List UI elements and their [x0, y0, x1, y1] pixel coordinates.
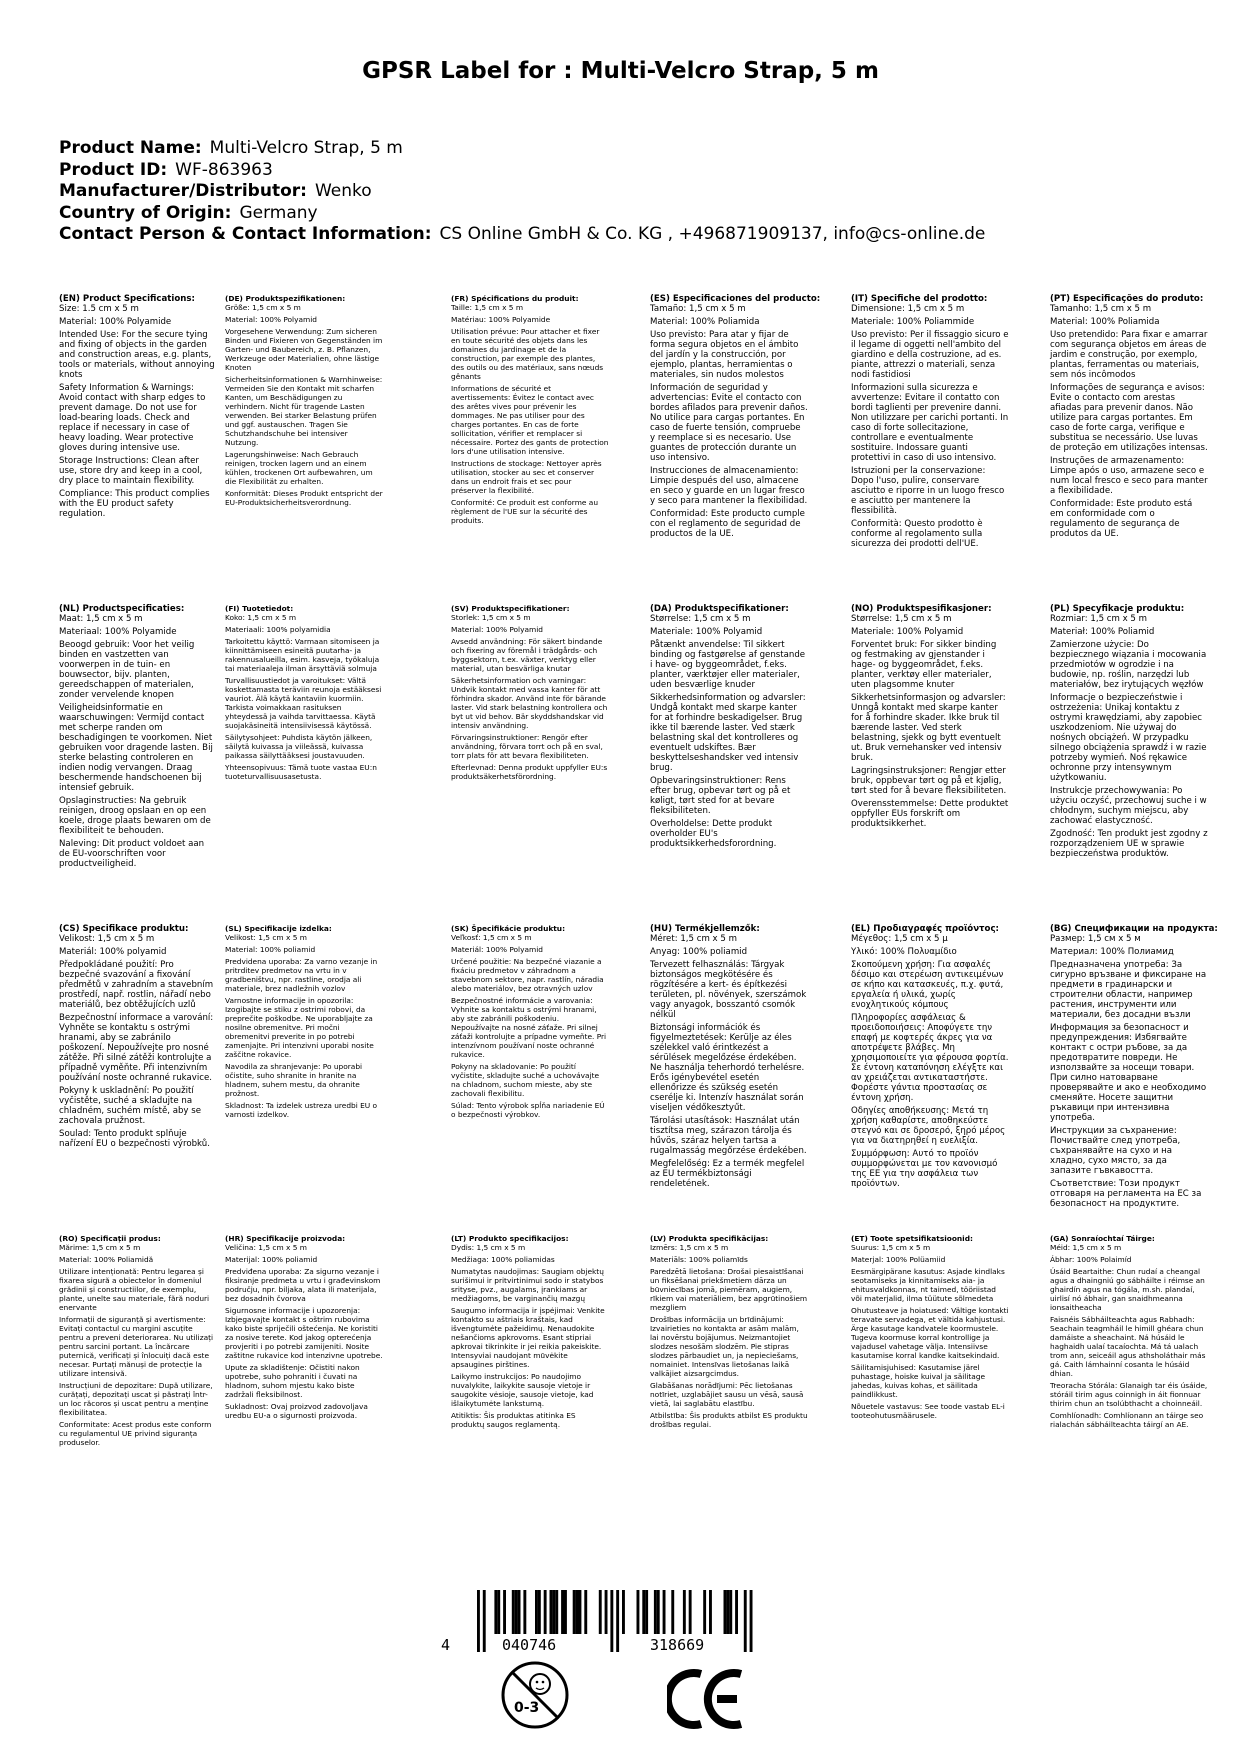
spec-section: Intended Use: For the secure tying and fixing of objects in the garden and construction areas, e.g. plants, tools or materials, without annoying knots: [59, 330, 215, 380]
info-key: Manufacturer/Distributor:: [59, 181, 307, 201]
spec-section: Conformidade: Este produto está em conformidade com o regulamento de segurança de produtos da UE.: [1050, 499, 1193, 539]
spec-section: Navodila za shranjevanje: Po uporabi očistite, suho shranite in hranite na hladnem, suhem mestu, da ohranite prožnost.: [225, 1062, 363, 1098]
spec-card: [59, 1234, 217, 1447]
spec-line: Dimensione: 1,5 cm x 5 m: [851, 304, 965, 314]
spec-section: Paredzētā lietošana: Drošai piesaistīšanai un fiksēšanai priekšmetiem dārza un būvniecības jomā, piemēram, augiem, rīkiem vai materiāliem, bez apgrūtinošiem mezgliem: [650, 1267, 808, 1312]
ce-mark-icon: [667, 1668, 747, 1734]
spec-line: Materiał: 100% Poliamid: [1050, 627, 1155, 637]
spec-section: Instrucțiuni de depozitare: După utilizare, curățați, depozitați uscat și păstrați într-un loc răcoros și uscat pentru a menține flexibilitatea.: [59, 1381, 213, 1417]
spec-line: Taille: 1,5 cm x 5 m: [451, 303, 524, 312]
spec-section: Säilitamisjuhised: Kasutamise järel puhastage, hoiske kuival ja säilitage jahedas, kuivas kohas, et säilitada paindlikkust.: [851, 1363, 986, 1399]
info-value: CS Online GmbH & Co. KG , +496871909137, info@cs-online.de: [439, 224, 986, 244]
spec-section: Sikkerhetsinformasjon og advarsler: Unngå kontakt med skarpe kanter for å forhindre skader. Ikke bruk til bærende laster. Ved sterk belastning, sjekk og bytt eventuelt ut. Bruk vernehansker ved intensiv bruk.: [851, 693, 1006, 763]
spec-heading: (SV) Produktspecifikationer:: [451, 604, 570, 613]
spec-line: Størrelse: 1,5 cm x 5 m: [650, 614, 751, 624]
spec-line: Material: 100% Poliamida: [650, 317, 760, 327]
spec-section: Úsáid Beartaithe: Chun rudaí a cheangal agus a dhaingniú go sábháilte i réimse an ghairdín agus na tógála, m.sh. plandaí, uirlisí nó ábhair, gan snaidhmeanna ionsaitheacha: [1050, 1267, 1205, 1312]
spec-line: Materjal: 100% Polüamiid: [851, 1255, 946, 1264]
spec-section: Beoogd gebruik: Voor het veilig binden en vastzetten van voorwerpen in de tuin- en bouwsector, bijv. planten, gereedschappen of materialen, zonder vervelende knopen: [59, 640, 195, 700]
spec-card: [851, 1234, 1009, 1420]
spec-section: Biztonsági információk és figyelmeztetések: Kerülje az éles szélekkel való érintkezést a sérülések megelőzése érdekében. Ne használja teherhordó terhelésre. Erős igénybevétel esetén ellenőrizze és szükség esetén cserélje ki. Intenzív használat során viseljen védőkesztyűt.: [650, 1023, 805, 1113]
barcode-digits-left: 040746: [502, 1636, 557, 1654]
spec-heading: (SK) Špecifikácie produktu:: [451, 924, 566, 933]
spec-section: Glabāšanas norādījumi: Pēc lietošanas notīriet, uzglabājiet sausu un vēsā, sausā vietā, lai saglabātu elastību.: [650, 1381, 804, 1408]
barcode-bar: [610, 1590, 613, 1652]
barcode-bar: [709, 1590, 712, 1634]
info-value: Wenko: [314, 181, 372, 201]
barcode-bar: [654, 1590, 657, 1634]
spec-section: Sicherheitsinformationen & Warnhinweise: Vermeiden Sie den Kontakt mit scharfen Kanten, um Beschädigungen zu verhindern. Nicht für tragende Lasten verwenden. Bei starker Belastung prüfen und ggf. austauschen. Tragen Sie Schutzhandschuhe bei intensiver Nutzung.: [225, 375, 383, 447]
info-row: [59, 181, 1199, 203]
spec-card: [650, 1234, 808, 1429]
spec-section: Tárolási utasítások: Használat után tisztítsa meg, szárazon tárolja és hűvös, száraz helyen tartsa a rugalmasság megőrzése érdekében.: [650, 1116, 807, 1156]
spec-section: Naleving: Dit product voldoet aan de EU-voorschriften voor productveiligheid.: [59, 839, 205, 869]
spec-section: Treoracha Stórála: Glanaigh tar éis úsáide, stóráil tirim agus coinnigh in áit fionnuar thirim chun an tsolúbthacht a choinneáil.: [1050, 1381, 1208, 1408]
spec-section: Información de seguridad y advertencias: Evite el contacto con bordes afilados para prevenir daños. No utilice para cargas portantes. En caso de fuerte tensión, compruebe y reemplace si es necesario. Use guantes de protección durante un uso intensivo.: [650, 383, 808, 463]
info-row: [59, 203, 1199, 225]
spec-line: Material: 100% Polyamid: [451, 625, 543, 634]
barcode-bar: [726, 1590, 729, 1634]
spec-heading: (EL) Προδιαγραφές προϊόντος:: [851, 924, 999, 934]
spec-section: Utilisation prévue: Pour attacher et fixer en toute sécurité des objets dans les domaines du jardinage et de la construction, par exemple des plantes, des outils ou des matériaux, sans nœuds gênants: [451, 327, 604, 381]
spec-section: Opslaginstructies: Na gebruik reinigen, droog opslaan en op een koele, droge plaats bewaren om de flexibiliteit te behouden.: [59, 796, 211, 836]
label-title: GPSR Label for : Multi-Velcro Strap, 5 m: [362, 58, 879, 84]
barcode-bar: [729, 1590, 732, 1634]
spec-heading: (NO) Produktspesifikasjoner:: [851, 604, 992, 614]
spec-line: Anyag: 100% poliamid: [650, 947, 748, 957]
spec-card: [451, 604, 609, 781]
barcode-bar: [573, 1590, 576, 1634]
barcode-bar: [605, 1590, 608, 1634]
spec-section: Sikkerhedsinformation og advarsler: Undgå kontakt med skarpe kanter for at forhindre beskadigelser. Brug ikke til bærende laster. Ved stærk belastning skal det kontrolleres og eventuelt udskiftes. Bær beskyttelseshandsker ved intensiv brug.: [650, 693, 806, 773]
spec-section: Storage Instructions: Clean after use, store dry and keep in a cool, dry place to maintain flexibility.: [59, 456, 203, 486]
barcode-digit-prefix: 4: [441, 1636, 451, 1654]
spec-line: Größe: 1,5 cm x 5 m: [225, 303, 301, 312]
barcode-bar: [750, 1590, 753, 1652]
spec-line: Tamaño: 1,5 cm x 5 m: [650, 304, 746, 314]
spec-section: Compliance: This product complies with the EU product safety regulation.: [59, 489, 210, 519]
info-value: Multi-Velcro Strap, 5 m: [209, 138, 403, 158]
spec-section: Konformität: Dieses Produkt entspricht der EU-Produktsicherheitsverordnung.: [225, 489, 383, 507]
spec-line: Size: 1.5 cm x 5 m: [59, 304, 139, 314]
spec-section: Bezpečnostné informácie a varovania: Vyhnite sa kontaktu s ostrými hranami, aby ste zabránili poškodeniu. Nepoužívajte na nosné záťaže. Pri silnej záťaži kontrolujte a prípadne vymeňte. Pri intenzívnom používaní noste ochranné rukavice.: [451, 996, 607, 1059]
spec-section: Инструкции за съхранение: Почиствайте след употреба, съхранявайте на сухо и на хладно, сухо място, за да запазите гъвкавостта.: [1050, 1126, 1181, 1176]
spec-section: Conformité: Ce produit est conforme au règlement de l'UE sur la sécurité des produits.: [451, 498, 599, 525]
spec-card: [1050, 294, 1208, 539]
spec-line: Μέγεθος: 1,5 cm x 5 μ: [851, 934, 948, 944]
spec-section: Pokyny k uskladnění: Po použití vyčistěte, suché a skladujte na chladném, suchém místě, aby se zachovala pružnost.: [59, 1086, 201, 1126]
spec-section: Påtænkt anvendelse: Til sikkert binding og fastgørelse af genstande i have- og byggeområdet, f.eks. planter, værktøjer eller materialer, uden besværlige knuder: [650, 640, 806, 690]
barcode-bar: [483, 1590, 486, 1652]
spec-section: Comhlíonadh: Comhlíonann an táirge seo rialachán sábháilteachta táirgí an AE.: [1050, 1411, 1204, 1429]
spec-section: Atitiktis: Šis produktas atitinka ES produktų saugos reglamentą.: [451, 1411, 576, 1429]
barcode-bar: [515, 1590, 518, 1634]
product-info: [59, 138, 1199, 246]
spec-line: Rozmiar: 1,5 cm x 5 m: [1050, 614, 1148, 624]
spec-section: Informații de siguranță și avertismente: Evitați contactul cu margini ascuțite pentru a preveni deteriorarea. Nu utilizați pentru sarcini portant. La încărcare puternică, verificați și înlocuiți dacă este necesar. Purtați mănuși de protecție la utilizare intensivă.: [59, 1315, 214, 1378]
spec-heading: (FR) Spécifications du produit:: [451, 294, 579, 303]
spec-section: Utilizare intenționată: Pentru legarea și fixarea sigură a obiectelor în domeniul grădinii și constructiilor, de exemplu, plante, unelte sau materiale, fără noduri enervante: [59, 1267, 210, 1312]
barcode-bar: [671, 1590, 674, 1634]
spec-heading: (DA) Produktspecifikationer:: [650, 604, 789, 614]
spec-heading: (DE) Produktspezifikationen:: [225, 294, 346, 303]
barcode-bar: [523, 1590, 526, 1634]
barcode-bar: [477, 1590, 480, 1652]
spec-section: Tervezett felhasználás: Tárgyak biztonságos megkötésére és rögzítésére a kert- és építkezési területen, pl. növények, szerszámok vagy anyagok, bosszantó csomók nélkül: [650, 960, 807, 1020]
spec-line: Material: 100% Poliamidă: [59, 1255, 154, 1264]
spec-section: Sigurnosne informacije i upozorenja: Izbjegavajte kontakt s oštrim rubovima kako biste spriječili oštećenja. Ne koristiti za nosive terete. Kod jakog opterećenja provjeriti i po potrebi zamijeniti. Nosite zaštitne rukavice kod intenzivne upotrebe.: [225, 1306, 383, 1360]
spec-line: Storlek: 1,5 cm x 5 m: [451, 613, 531, 622]
barcode-bar: [538, 1590, 541, 1634]
spec-card: [225, 604, 383, 781]
spec-section: Conformitate: Acest produs este conform cu regulamentul UE privind siguranța produselor.: [59, 1420, 212, 1447]
barcode-bar: [663, 1590, 666, 1634]
info-row: [59, 138, 1199, 160]
spec-section: Οδηγίες αποθήκευσης: Μετά τη χρήση καθαρίστε, αποθηκεύστε στεγνό και σε δροσερό, ξηρό μέρος για να διατηρηθεί η ευελιξία.: [851, 1106, 1006, 1146]
spec-line: Velikost: 1,5 cm x 5 m: [59, 934, 155, 944]
spec-section: Zamierzone użycie: Do bezpiecznego wiązania i mocowania przedmiotów w ogrodzie i na budowie, np. roślin, narzędzi lub materiałów, bez irytujących węzłów: [1050, 640, 1207, 690]
spec-line: Materiāls: 100% poliamīds: [650, 1255, 748, 1264]
spec-section: Πληροφορίες ασφάλειας & προειδοποιήσεις: Αποφύγετε την επαφή με κοφτερές άκρες για να αποτρέψετε βλάβες. Μη χρησιμοποιείτε για φέρουσα φορτία. Σε έντονη καταπόνηση ελέγξτε και αν χρειάζεται αντικαταστήστε. Φορέστε γάντια προστασίας σε έντονη χρήση.: [851, 1013, 1009, 1103]
spec-line: Méret: 1,5 cm x 5 m: [650, 934, 737, 944]
barcode-bar: [735, 1590, 738, 1634]
spec-line: Tamanho: 1,5 cm x 5 m: [1050, 304, 1152, 314]
spec-section: Veiligheidsinformatie en waarschuwingen: Vermijd contact met scherpe randen om beschadigingen te voorkomen. Niet gebruiken voor dragende lasten. Bij sterke belasting controleren en indien nodig vervangen. Draag beschermende handschoenen bij intensief gebruik.: [59, 703, 213, 793]
spec-line: Ábhar: 100% Polaimíd: [1050, 1255, 1132, 1264]
spec-section: Predvidena uporaba: Za varno vezanje in pritrditev predmetov na vrtu in v gradbeništvu, npr. rastline, orodja ali materiale, brez nadležnih vozlov: [225, 957, 378, 993]
barcode-bar: [576, 1590, 579, 1634]
info-key: Product Name:: [59, 138, 202, 158]
spec-line: Velikost: 1,5 cm x 5 m: [225, 933, 307, 942]
spec-heading: (IT) Specifiche del prodotto:: [851, 294, 988, 304]
barcode-bar: [518, 1590, 521, 1634]
spec-line: Материал: 100% Полиамид: [1050, 947, 1174, 957]
info-value: Germany: [239, 202, 318, 223]
spec-line: Materiale: 100% Poliammide: [851, 317, 975, 327]
spec-line: Materiaali: 100% polyamidia: [225, 625, 331, 634]
spec-card: [1050, 924, 1218, 1209]
spec-line: Mărime: 1,5 cm x 5 m: [59, 1243, 141, 1252]
spec-section: Overholdelse: Dette produkt overholder EU's produktsikkerhedsforordning.: [650, 819, 777, 849]
spec-section: Conformidad: Este producto cumple con el reglamento de seguridad de productos de la UE.: [650, 509, 805, 539]
barcode-bar: [512, 1590, 515, 1634]
spec-line: Υλικό: 100% Πολυαμίδιο: [851, 947, 957, 957]
spec-card: [1050, 1234, 1208, 1429]
spec-section: Atbilstība: Šis produkts atbilst ES produktu drošības regulai.: [650, 1411, 808, 1429]
spec-section: Conformità: Questo prodotto è conforme al regolamento sulla sicurezza dei prodotti dell'UE.: [851, 519, 983, 549]
spec-card: [59, 294, 217, 519]
barcode-bar: [616, 1590, 619, 1652]
spec-line: Koko: 1,5 cm x 5 m: [225, 613, 297, 622]
spec-line: Materijal: 100% poliamid: [225, 1255, 318, 1264]
spec-line: Méid: 1,5 cm x 5 m: [1050, 1243, 1122, 1252]
spec-line: Materiaal: 100% Polyamide: [59, 627, 177, 637]
spec-section: Συμμόρφωση: Αυτό το προϊόν συμμορφώνεται με τον κανονισμό της ΕΕ για την ασφάλεια των προϊόντων.: [851, 1149, 998, 1189]
spec-section: Informazioni sulla sicurezza e avvertenze: Evitare il contatto con bordi taglienti per prevenire danni. Non utilizzare per carichi portanti. In caso di forte sollecitazione, controllare e eventualmente sostituire. Indossare guanti protettivi in caso di uso intensivo.: [851, 383, 1009, 463]
spec-card: [650, 924, 808, 1189]
spec-section: Saugumo informacija ir įspėjimai: Venkite kontakto su aštriais kraštais, kad išvengtumėte pažeidimų. Nenaudokite nešančioms apkrovoms. Esant stipriai apkrovai tikrinkite ir jei reikia pakeiskite. Intensyviai naudojant mūvėkite apsaugines pirštines.: [451, 1306, 605, 1369]
spec-line: Matériau: 100% Polyamide: [451, 315, 551, 324]
spec-section: Bezpečnostní informace a varování: Vyhněte se kontaktu s ostrými hranami, aby se zabránilo poškození. Nepoužívejte pro nosné zátěže. Při silné zátěži kontrolujte a případně vyměňte. Při intenzivním používání noste ochranné rukavice.: [59, 1013, 214, 1083]
barcode-bar: [599, 1590, 602, 1634]
info-row: [59, 160, 1199, 182]
spec-card: [59, 604, 217, 869]
barcode-bar: [744, 1590, 747, 1652]
barcode-bar: [555, 1590, 558, 1634]
spec-section: Eesmärgipärane kasutus: Asjade kindlaks seotamiseks ja kinnitamiseks aia- ja ehitusvaldkonnas, nt taimed, tööriistad või materjalid, ilma tüütute sõlmedeta: [851, 1267, 1005, 1303]
barcode-bar: [503, 1590, 506, 1634]
spec-section: Instrucciones de almacenamiento: Limpie después del uso, almacene en seco y guarde en un lugar fresco y seco para mantener la flexibilidad.: [650, 466, 808, 506]
barcode-digits-right: 318669: [650, 1636, 705, 1654]
spec-section: Vorgesehene Verwendung: Zum sicheren Binden und Fixieren von Gegenständen im Garten- und Baubereich, z. B. Pflanzen, Werkzeuge oder Materialien, ohne lästige Knoten: [225, 327, 383, 372]
spec-section: Informations de sécurité et avertissements: Évitez le contact avec des arêtes vives pour prévenir les dommages. Ne pas utiliser pour des charges portantes. En cas de forte sollicitation, vérifier et remplacer si nécessaire. Portez des gants de protection lors d'une utilisation intensive.: [451, 384, 609, 456]
spec-heading: (ES) Especificaciones del producto:: [650, 294, 821, 304]
spec-section: Nõuetele vastavus: See toode vastab EL-i tooteohutusmäärusele.: [851, 1402, 1005, 1420]
spec-heading: (NL) Productspecificaties:: [59, 604, 185, 614]
spec-section: Predviđena uporaba: Za sigurno vezanje i fiksiranje predmeta u vrtu i građevinskom području, npr. biljaka, alata ili materijala, bez dosadnih čvorova: [225, 1267, 381, 1303]
spec-section: Lagerungshinweise: Nach Gebrauch reinigen, trocken lagern und an einem kühlen, trockenen Ort aufbewahren, um die Flexibilität zu erhalten.: [225, 450, 373, 486]
spec-section: Forventet bruk: For sikker binding og festmaking av gjenstander i hage- og byggeområdet, f.eks. planter, verktøy eller materialer, uten plagsomme knuter: [851, 640, 997, 690]
spec-heading: (RO) Specificații produs:: [59, 1234, 161, 1243]
barcode-bar: [584, 1590, 587, 1634]
spec-heading: (GA) Sonraíochtaí Táirge:: [1050, 1234, 1155, 1243]
spec-line: Materiál: 100% polyamid: [59, 947, 167, 957]
spec-line: Material: 100% Polyamide: [59, 317, 172, 327]
spec-section: Informações de segurança e avisos: Evite o contacto com arestas afiadas para prevenir danos. Não utilize para cargas portantes. Em caso de forte carga, verifique e substitua se necessário. Use luvas de proteção em utilizações intensas.: [1050, 383, 1208, 453]
age-warning-0-3-icon: [500, 1660, 570, 1734]
spec-section: Instructions de stockage: Nettoyer après utilisation, stocker au sec et conserver dans un endroit frais et sec pour préserver la flexibilité.: [451, 459, 602, 495]
spec-section: Säilytysohjeet: Puhdista käytön jälkeen, säilytä kuivassa ja viileässä, kuivassa paikassa säilyttääksesi joustavuuden.: [225, 733, 373, 760]
spec-section: Efterlevnad: Denna produkt uppfyller EU:s produktsäkerhetsförordning.: [451, 763, 608, 781]
barcode-bar: [642, 1590, 645, 1634]
spec-section: Lagringsinstruksjoner: Rengjør etter bruk, oppbevar tørt og på et kjølig, tørt sted for å bevare fleksibiliteten.: [851, 766, 1007, 796]
spec-heading: (BG) Спецификации на продукта:: [1050, 924, 1218, 934]
spec-section: Súlad: Tento výrobok spĺňa nariadenie EÚ o bezpečnosti výrobkov.: [451, 1101, 605, 1119]
spec-card: [851, 924, 1009, 1189]
spec-line: Размер: 1,5 см х 5 м: [1050, 934, 1141, 944]
spec-heading: (EN) Product Specifications:: [59, 294, 195, 304]
barcode-bar: [657, 1590, 660, 1634]
spec-heading: (HU) Termékjellemzők:: [650, 924, 760, 934]
spec-section: Skladnost: Ta izdelek ustreza uredbi EU o varnosti izdelkov.: [225, 1101, 378, 1119]
barcode-bar: [637, 1590, 640, 1634]
barcode: [439, 1590, 779, 1670]
spec-line: Izmērs: 1,5 cm x 5 m: [650, 1243, 729, 1252]
spec-card: [225, 924, 383, 1119]
spec-section: Uso previsto: Para atar y fijar de forma segura objetos en el ámbito del jardín y la construcción, por ejemplo, plantas, herramientas o materiales, sin nudos molestos: [650, 330, 799, 380]
spec-section: Safety Information & Warnings: Avoid contact with sharp edges to prevent damage. Do not use for load-bearing loads. Check and replace if necessary in case of heavy loading. Wear protective gloves during intensive use.: [59, 383, 206, 453]
spec-card: [451, 294, 609, 525]
spec-section: Yhteensopivuus: Tämä tuote vastaa EU:n tuoteturvallisuusasetusta.: [225, 763, 377, 781]
barcode-bar: [544, 1590, 547, 1634]
spec-line: Material: 100% Poliamida: [1050, 317, 1160, 327]
barcode-bar: [683, 1590, 686, 1634]
info-row: [59, 224, 1199, 246]
barcode-bar: [550, 1590, 553, 1634]
info-key: Product ID:: [59, 159, 168, 180]
spec-heading: (FI) Tuotetiedot:: [225, 604, 294, 613]
info-key: Contact Person & Contact Information:: [59, 224, 432, 244]
spec-section: Säkerhetsinformation och varningar: Undvik kontakt med vassa kanter för att förhindra skador. Använd inte för bärande laster. Vid stark belastning kontrollera och byt ut vid behov. Bär skyddshandskar vid intensiv användning.: [451, 676, 608, 730]
spec-section: Předpokládané použití: Pro bezpečné svazování a fixování předmětů v zahradním a stavebním prostředí, např. rostlin, nářadí nebo materiálů, bez obtěžujících uzlů: [59, 960, 214, 1010]
spec-card: [650, 294, 821, 539]
spec-card: [59, 924, 217, 1149]
spec-section: Instruções de armazenamento: Limpe após o uso, armazene seco e num local fresco e seco para manter a flexibilidade.: [1050, 456, 1208, 496]
spec-section: Uso previsto: Per il fissaggio sicuro e il legame di oggetti nell'ambito del giardino e della costruzione, ad es. piante, attrezzi o materiali, senza nodi fastidiosi: [851, 330, 1009, 380]
spec-line: Suurus: 1,5 cm x 5 m: [851, 1243, 931, 1252]
spec-section: Förvaringsinstruktioner: Rengör efter användning, förvara torrt och på en sval, torr plats för att bevara flexibiliteten.: [451, 733, 603, 760]
spec-section: Overensstemmelse: Dette produktet oppfyller EUs forskrift om produktsikkerhet.: [851, 799, 1009, 829]
spec-section: Pokyny na skladovanie: Po použití vyčistite, skladujte suché a uchovávajte na chladnom, suchom mieste, aby ste zachovali flexibilitu.: [451, 1062, 600, 1098]
barcode-bar: [645, 1590, 648, 1634]
spec-section: Megfelelőség: Ez a termék megfelel az EU termékbiztonsági rendeletének.: [650, 1159, 805, 1189]
spec-card: [451, 924, 609, 1119]
barcode-bar: [535, 1590, 538, 1634]
spec-section: Σκοπούμενη χρήση: Για ασφαλές δέσιμο και στερέωση αντικειμένων σε κήπο και κατασκευές, π.χ. φυτά, εργαλεία ή υλικά, χωρίς ενοχλητικούς κόμπους: [851, 960, 1004, 1010]
spec-section: Turvallisuustiedot ja varoitukset: Vältä koskettamasta teräviin reunoja estääksesi vauriot. Älä käytä kantaviin kuormiin. Tarkista voimakkaan rasituksen yhteydessä ja vaihda tarvittaessa. Käytä suojakäsineitä intensiivisessä käytössä.: [225, 676, 382, 730]
spec-heading: (LT) Produkto specifikacijos:: [451, 1234, 569, 1243]
spec-line: Størrelse: 1,5 cm x 5 m: [851, 614, 952, 624]
barcode-bar: [497, 1590, 500, 1634]
info-key: Country of Origin:: [59, 202, 232, 223]
barcode-bar: [494, 1590, 497, 1634]
spec-heading: (LV) Produkta specifikācijas:: [650, 1234, 769, 1243]
spec-line: Materiale: 100% Polyamid: [650, 627, 763, 637]
spec-card: [1050, 604, 1208, 859]
spec-section: Съответствие: Този продукт отговаря на регламента на ЕС за безопасност на продуктите.: [1050, 1179, 1202, 1209]
spec-heading: (PL) Specyfikacje produktu:: [1050, 604, 1185, 614]
spec-section: Avsedd användning: För säkert bindande och fixering av föremål i trädgårds- och byggsektorn, t.ex. växter, verktyg eller material, utan besvärliga knutar: [451, 637, 603, 673]
spec-section: Varnostne informacije in opozorila: Izogibajte se stiku z ostrimi robovi, da preprečite poškodbe. Ne uporabljajte za nosilne obremenitve. Pri močni obremenitvi preverite in po potrebi zamenjajte. Pri intenzivni uporabi nosite zaščitne rokavice.: [225, 996, 374, 1059]
spec-section: Sukladnost: Ovaj proizvod zadovoljava uredbu EU-a o sigurnosti proizvoda.: [225, 1402, 368, 1420]
spec-section: Zgodność: Ten produkt jest zgodny z rozporządzeniem UE w sprawie bezpieczeństwa produktów.: [1050, 829, 1208, 859]
barcode-bar: [622, 1590, 625, 1634]
spec-line: Veľkosť: 1,5 cm x 5 m: [451, 933, 532, 942]
spec-section: Určené použitie: Na bezpečné viazanie a fixáciu predmetov v záhradnom a stavebnom sektore, napr. rastlín, náradia alebo materiálov, bez otravných uzlov: [451, 957, 604, 993]
spec-line: Materiale: 100% Polyamid: [851, 627, 964, 637]
spec-section: Tarkoitettu käyttö: Varmaan sitomiseen ja kiinnittämiseen esineitä puutarha- ja rakennusalueilla, esim. kasveja, työkaluja tai materiaaleja ilman ärsyttäviä solmuja: [225, 637, 380, 673]
spec-heading: (HR) Specifikacije proizvoda:: [225, 1234, 346, 1243]
barcode-bar: [689, 1590, 692, 1634]
spec-line: Material: 100% poliamid: [225, 945, 316, 954]
svg-text:0-3: 0-3: [514, 1700, 540, 1716]
spec-heading: (ET) Toote spetsifikatsioonid:: [851, 1234, 973, 1243]
barcode-bar: [703, 1590, 706, 1634]
spec-heading: (CS) Specifikace produktu:: [59, 924, 189, 934]
info-value: WF-863963: [175, 159, 273, 180]
spec-section: Instrukcje przechowywania: Po użyciu oczyść, przechowuj suche i w chłodnym, suchym miejscu, aby zachować elastyczność.: [1050, 786, 1207, 826]
spec-line: Materiál: 100% Polyamid: [451, 945, 543, 954]
spec-card: [451, 1234, 609, 1429]
spec-section: Informacje o bezpieczeństwie i ostrzeżenia: Unikaj kontaktu z ostrymi krawędziami, aby zapobiec uszkodzeniom. Nie używaj do nośnych obciążeń. W przypadku silnego obciążenia sprawdź i w razie potrzeby wymień. Noś rękawice ochronne przy intensywnym użytkowaniu.: [1050, 693, 1207, 783]
spec-section: Istruzioni per la conservazione: Dopo l'uso, pulire, conservare asciutto e riporre in un luogo fresco e asciutto per mantenere la flessibilità.: [851, 466, 1005, 516]
spec-line: Material: 100% Polyamid: [225, 315, 317, 324]
barcode-bar: [564, 1590, 567, 1634]
spec-section: Laikymo instrukcijos: Po naudojimo nuvalykite, laikykite sausoje vietoje ir saugokite vėsioje, sausoje vietoje, kad išlaikytumėte lankstumą.: [451, 1372, 594, 1408]
spec-card: [225, 1234, 383, 1420]
spec-line: Medžiaga: 100% poliamidas: [451, 1255, 555, 1264]
barcode-bar: [579, 1590, 582, 1634]
spec-card: [851, 294, 1009, 549]
spec-line: Veličina: 1,5 cm x 5 m: [225, 1243, 307, 1252]
spec-section: Uso pretendido: Para fixar e amarrar com segurança objetos em áreas de jardim e construção, por exemplo, plantas, ferramentas ou materiais, sem nós incômodos: [1050, 330, 1208, 380]
spec-section: Numatytas naudojimas: Saugiam objektų surišimui ir pritvirtinimui sodo ir statybos srityse, pvz., augalams, įrankiams ar medžiagoms, be varginančių mazgų: [451, 1267, 604, 1303]
spec-heading: (PT) Especificações do produto:: [1050, 294, 1204, 304]
spec-section: Upute za skladištenje: Očistiti nakon upotrebe, suho pohraniti i čuvati na hladnom, suhom mjestu kako biste zadržali fleksibilnost.: [225, 1363, 360, 1399]
spec-section: Faisnéis Sábháilteachta agus Rabhadh: Seachain teagmháil le himill ghéara chun damáiste a sheachaint. Ná húsáid le haghaidh ualaí tacaíochta. Má tá ualach trom ann, seiceáil agus athsholáthair más gá. Caith lámhainní cosanta le húsáid dhian.: [1050, 1315, 1206, 1378]
barcode-bar: [552, 1590, 555, 1634]
spec-section: Ohutusteave ja hoiatused: Vältige kontakti teravate servadega, et vältida kahjustusi. Ärge kasutage kandvatele koormustele. Tugeva koormuse korral kontrollige ja vajadusel vahetage välja. Intensiivse kasutamise korral kandke kaitsekindaid.: [851, 1306, 1009, 1360]
spec-line: Maat: 1,5 cm x 5 m: [59, 614, 143, 624]
spec-card: [851, 604, 1009, 829]
spec-card: [650, 604, 808, 849]
barcode-bar: [561, 1590, 564, 1634]
spec-section: Drošības informācija un brīdinājumi: Izvairieties no kontakta ar asām malām, lai novērstu bojājumus. Neizmantojiet slodzes nesošām slodzēm. Pie stipras slodzes pārbaudiet un, ja nepieciešams, nomainiet. Intensīvas lietošanas laikā valkājiet aizsargcimdus.: [650, 1315, 799, 1378]
spec-line: Dydis: 1,5 cm x 5 m: [451, 1243, 526, 1252]
spec-section: Opbevaringsinstruktioner: Rens efter brug, opbevar tørt og på et køligt, tørt sted for at bevare fleksibiliteten.: [650, 776, 791, 816]
spec-section: Информация за безопасност и предупреждения: Избягвайте контакт с остри ръбове, за да предотвратите повреди. Не използвайте за носещи товари. При силно натоварване проверявайте и ако е необходимо сменяйте. Носете защитни ръкавици при интензивна употреба.: [1050, 1023, 1207, 1123]
spec-card: [225, 294, 383, 507]
spec-section: Soulad: Tento produkt splňuje nařízení EU o bezpečnosti výrobků.: [59, 1129, 210, 1149]
barcode-bar: [724, 1590, 727, 1634]
spec-heading: (SL) Specifikacije izdelka:: [225, 924, 332, 933]
spec-section: Предназначена употреба: За сигурно връзване и фиксиране на предмети в градинарски и строителни области, например растения, инструменти или материали, без досадни възли: [1050, 960, 1207, 1020]
